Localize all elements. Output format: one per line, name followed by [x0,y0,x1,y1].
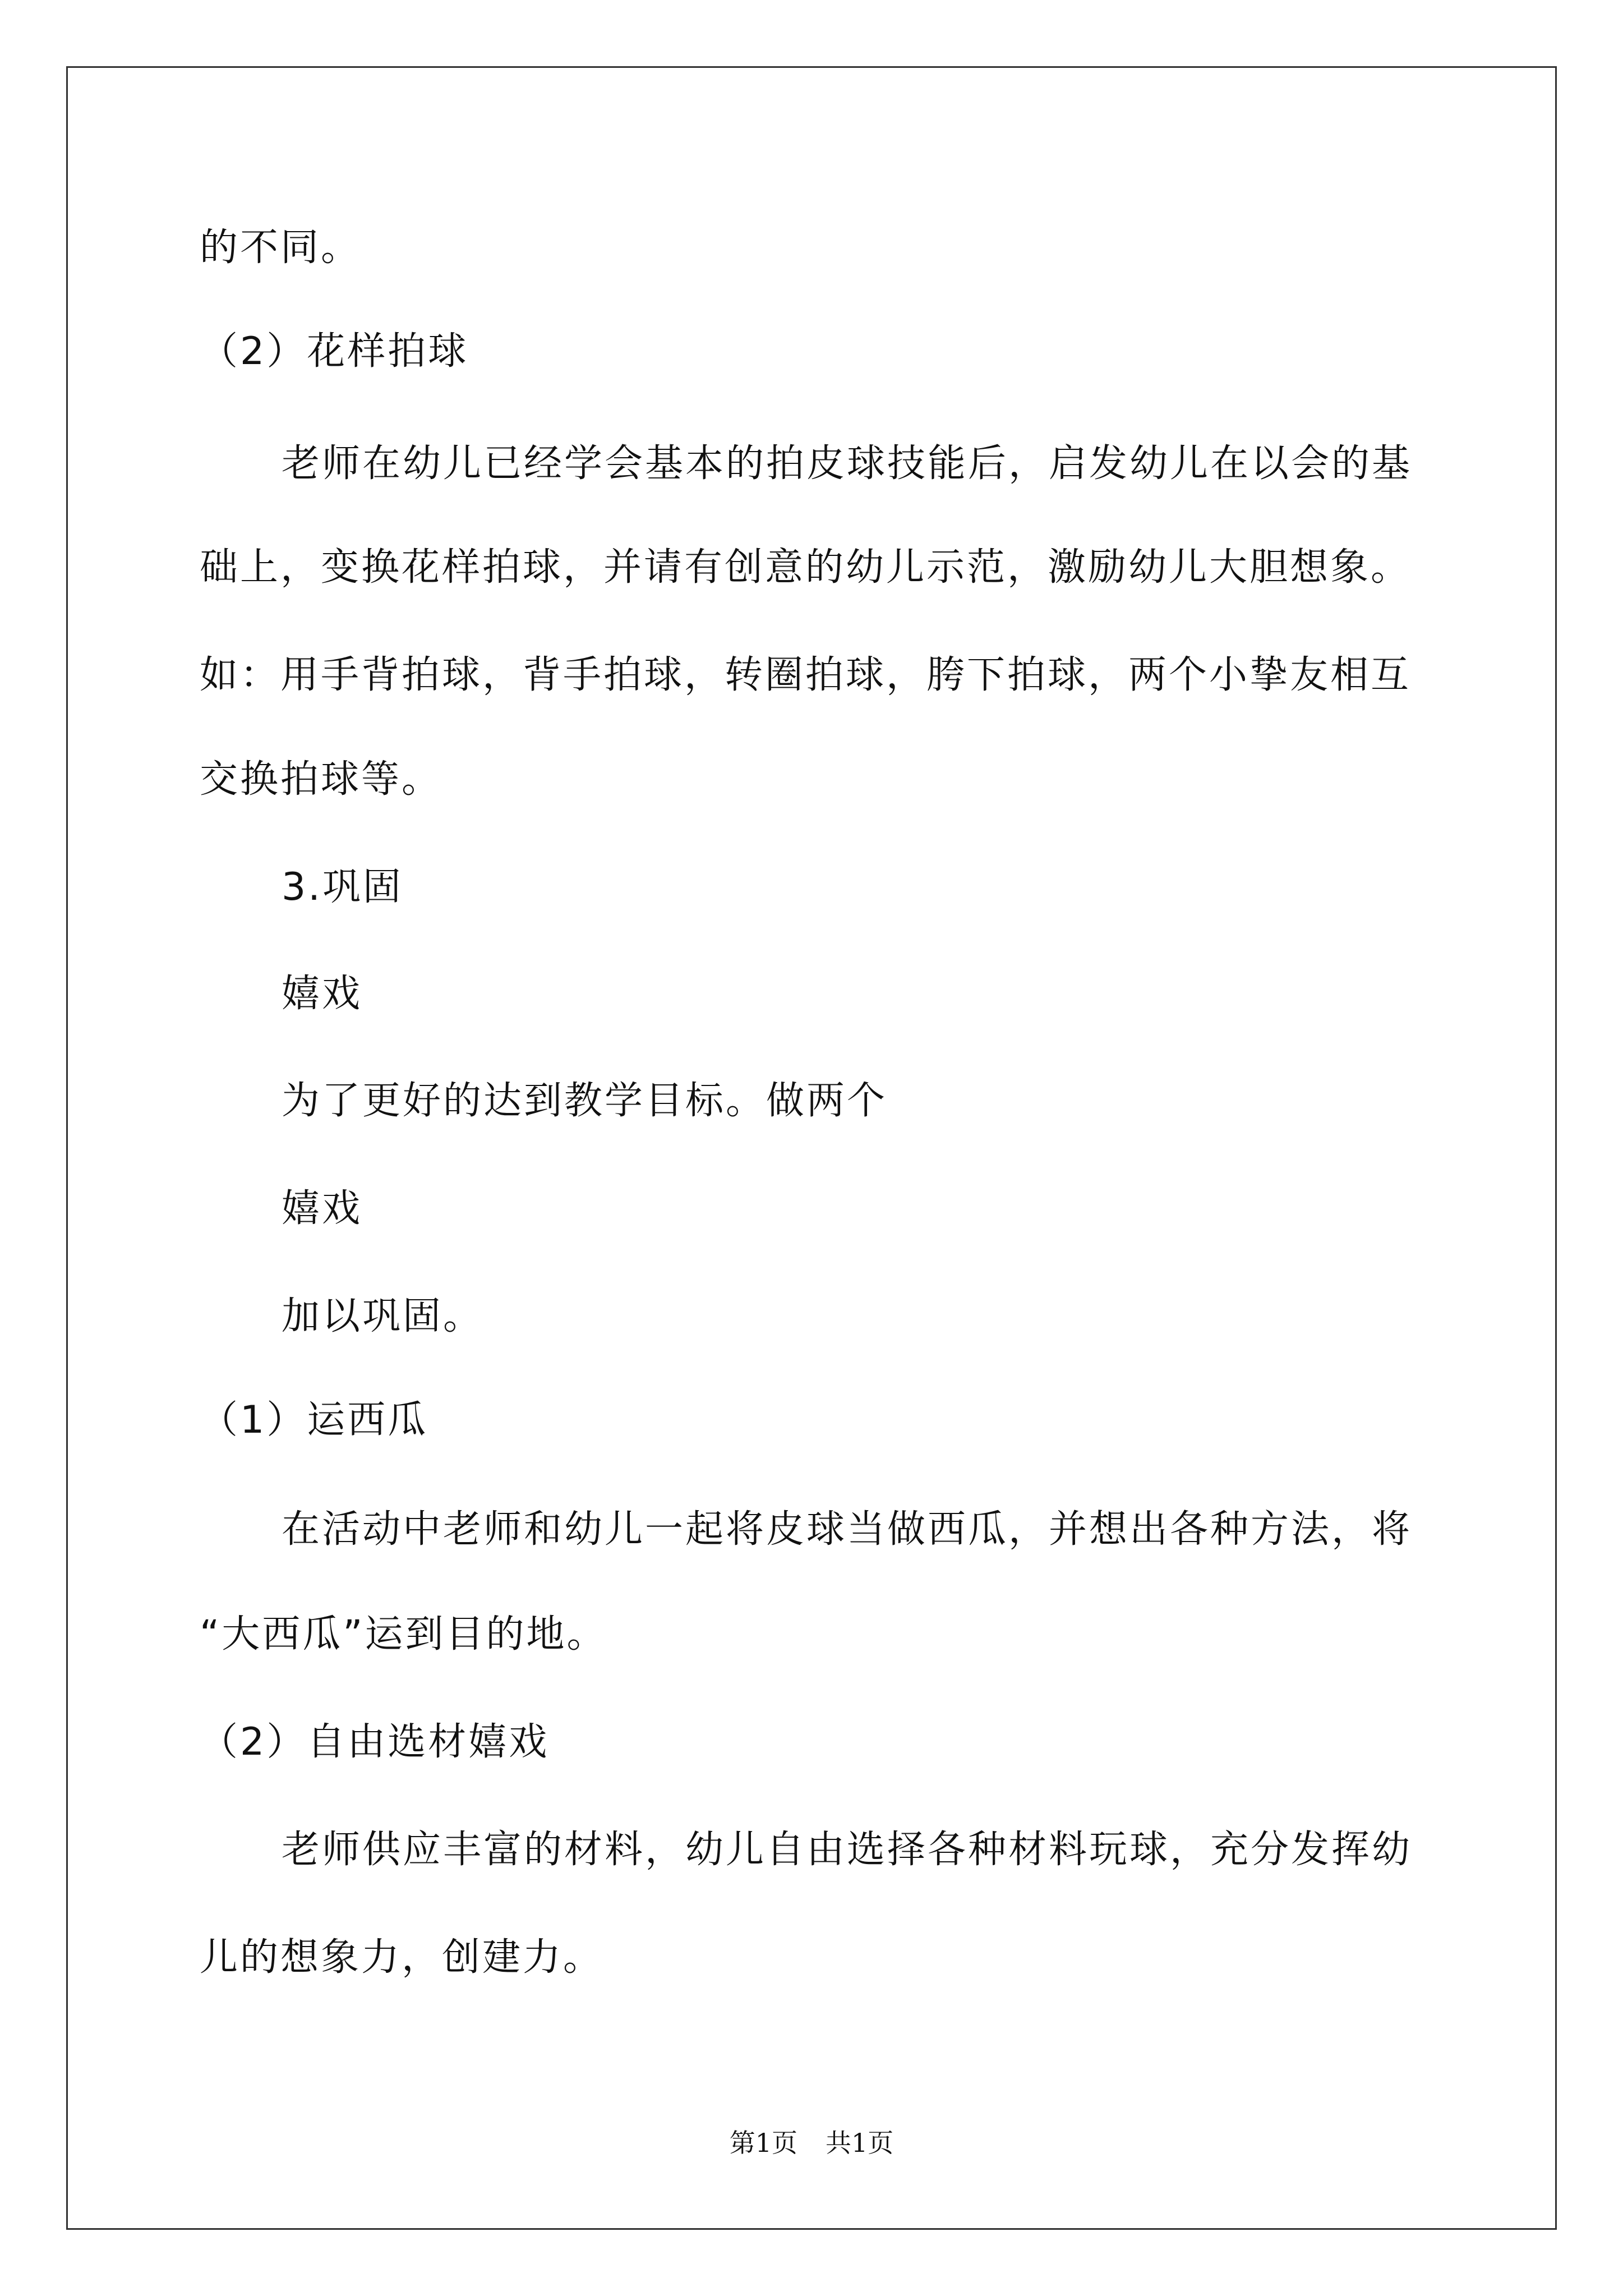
text-line: 加以巩固。 [282,1294,484,1338]
page-footer [0,2126,1623,2160]
section-heading: 3.巩固 [282,865,403,909]
page-total: 共1页 [826,2128,894,2158]
text-line: 嬉戏 [282,1186,363,1231]
text-line: 在活动中老师和幼儿一起将皮球当做西瓜，并想出各种方法，将 [282,1507,1413,1552]
text-line: 的不同。 [200,226,362,270]
section-heading: （2）自由选材嬉戏 [200,1720,550,1764]
text-line: 为了更好的达到教学目标。做两个 [282,1079,888,1123]
text-line: 础上，变换花样拍球，并请有创意的幼儿示范，激励幼儿大胆想象。 [200,545,1412,590]
text-line: 如：用手背拍球，背手拍球，转圈拍球，胯下拍球，两个小挚友相互 [200,653,1412,697]
text-line: 嬉戏 [282,972,363,1016]
text-line: 交换拍球等。 [200,757,442,802]
text-line: 儿的想象力，创建力。 [200,1935,604,1980]
text-line: 老师供应丰富的材料，幼儿自由选择各种材料玩球，充分发挥幼 [282,1828,1413,1872]
page-number: 第1页 [729,2128,797,2158]
text-line: 老师在幼儿已经学会基本的拍皮球技能后，启发幼儿在以会的基 [282,441,1413,486]
section-heading: （1）运西瓜 [200,1398,428,1442]
text-line: “大西瓜”运到目的地。 [200,1612,607,1657]
section-heading: （2）花样拍球 [200,329,469,374]
